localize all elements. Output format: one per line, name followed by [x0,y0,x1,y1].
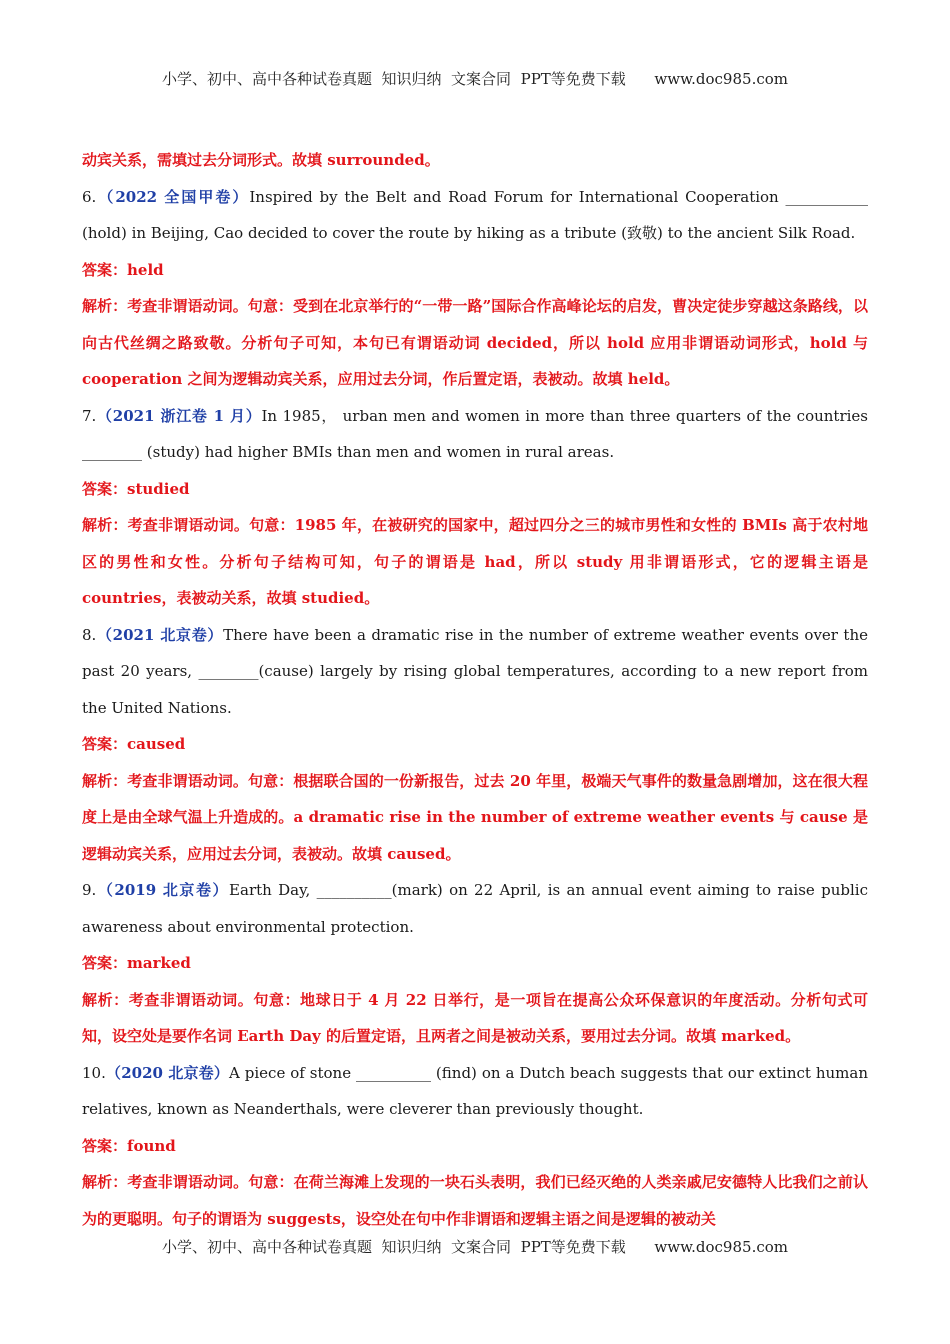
analysis: 解析：考查非谓语动词。句意：1985 年，在被研究的国家中，超过四分之三的城市男性和女性的 BMIs 高于农村地区的男性和女性。分析句子结构可知，句子的谓语是 had，所以 study 用非谓语形式，它的逻辑主语是 countries，表被动关系，故填 studied。 [82,516,868,607]
question-source: （2020 北京卷） [105,1063,229,1082]
answer: 答案：caused [82,735,186,753]
question-text: A piece of stone __________ (find) on a Dutch beach suggests that our extinct human relatives, known as Neanderthals, were cleverer than previously thought. [82,1063,868,1118]
answer: 答案：marked [82,954,191,972]
question-number: 6. [82,187,97,206]
analysis: 解析：考查非谓语动词。句意：受到在北京举行的“一带一路”国际合作高峰论坛的启发，曹决定徒步穿越这条路线，以向古代丝绸之路致敬。分析句子可知，本句已有谓语动词 decided，所以 hold 应用非谓语动词形式，hold 与 cooperation 之间为逻辑动宾关系，应用过去分词，作后置定语，表被动。故填 held。 [82,297,868,388]
question-source: （2021 浙江卷 1 月） [96,406,262,425]
question-number: 8. [82,625,97,644]
question-6 [82,179,868,398]
question-7 [82,398,868,617]
question-number: 7. [82,406,97,425]
analysis: 解析：考查非谓语动词。句意：地球日于 4 月 22 日举行，是一项旨在提高公众环保意识的年度活动。分析句式可知，设空处是要作名词 Earth Day 的后置定语，且两者之间是被动关系，要用过去分词。故填 marked。 [82,990,868,1045]
analysis: 解析：考查非谓语动词。句意：在荷兰海滩上发现的一块石头表明，我们已经灭绝的人类亲戚尼安德特人比我们之前认为的更聪明。句子的谓语为 suggests，设空处在句中作非谓语和逻辑主语之间是逻辑的被动关 [82,1173,868,1228]
question-source: （2021 北京卷） [96,625,224,644]
question-source: （2022 全国甲卷） [96,187,250,206]
question-9 [82,872,868,1055]
question-number: 10. [82,1063,106,1082]
question-number: 9. [82,881,97,899]
question-text: Earth Day, __________(mark) on 22 April, is an annual event aiming to raise public awareness about environmental protection. [82,881,868,936]
page-footer: 小学、初中、高中各种试卷真题 知识归纳 文案合同 PPT等免费下载 www.doc985.com [161,1238,788,1256]
answer: 答案：held [82,260,164,279]
question-source: （2019 北京卷） [96,881,230,899]
question-text: In 1985， urban men and women in more than three quarters of the countries ________ (study) had higher BMIs than men and women in rural areas. [82,406,868,461]
question-8 [82,617,868,873]
document-body [82,142,868,1237]
analysis: 解析：考查非谓语动词。句意：根据联合国的一份新报告，过去 20 年里，极端天气事件的数量急剧增加，这在很大程度上是由全球气温上升造成的。a dramatic rise in the number of extreme weather events 与 cause 是逻辑动宾关系，应用过去分词，表被动。故填 caused。 [82,771,868,863]
answer: 答案：found [82,1136,176,1155]
question-text: There have been a dramatic rise in the number of extreme weather events over the past 20 years, ________(cause) largely by rising global temperatures, according to a new report from the United Nations. [82,625,868,717]
page-header: 小学、初中、高中各种试卷真题 知识归纳 文案合同 PPT等免费下载 www.doc985.com [161,70,788,88]
question-text: Inspired by the Belt and Road Forum for International Cooperation ___________ (hold) in Beijing, Cao decided to cover the route by hiking as a tribute (致敬) to the ancient Silk Road. [82,187,868,242]
continued-analysis: 动宾关系，需填过去分词形式。故填 surrounded。 [82,151,440,169]
answer: 答案：studied [82,479,190,498]
question-10 [82,1055,868,1238]
